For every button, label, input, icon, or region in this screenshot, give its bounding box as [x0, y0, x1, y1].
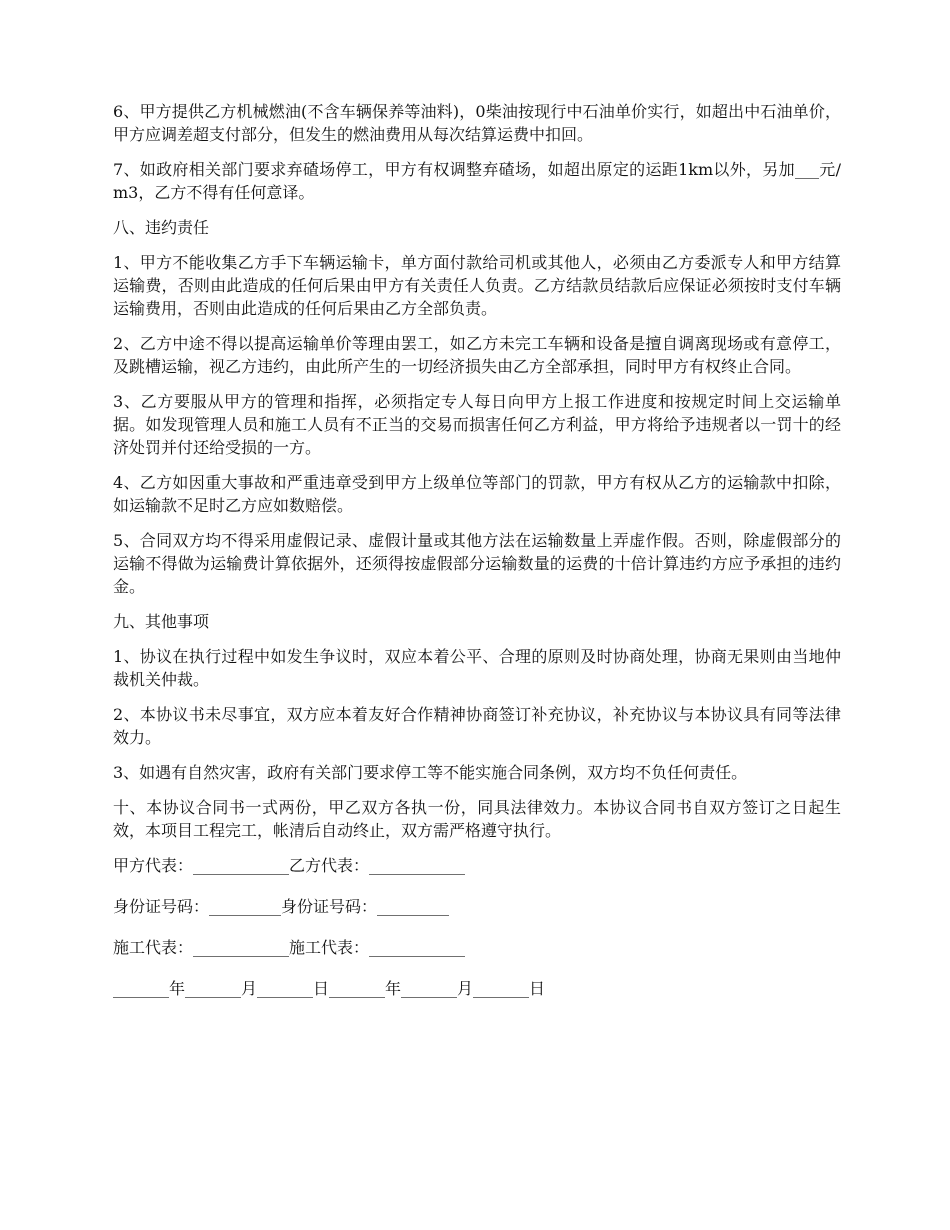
- clause-7-6: 6、甲方提供乙方机械燃油(不含车辆保养等油料)，0柴油按现行中石油单价实行，如超出中石油单价，甲方应调差超支付部分，但发生的燃油费用从每次结算运费中扣回。: [113, 102, 841, 144]
- section-8-item-4: 4、乙方如因重大事故和严重违章受到甲方上级单位等部门的罚款，甲方有权从乙方的运输款中扣除，如运输款不足时乙方应如数赔偿。: [113, 473, 841, 515]
- section-8-item-2: 2、乙方中途不得以提高运输单价等理由罢工，如乙方未完工车辆和设备是擅自调离现场或有意停工，及跳槽运输，视乙方违约，由此所产生的一切经济损失由乙方全部承担，同时甲方有权终止合同。: [113, 334, 841, 376]
- document-page: [113, 100, 841, 1018]
- section-9-item-2: 2、本协议书未尽事宜，双方应本着友好合作精神协商签订补充协议，补充协议与本协议具有同等法律效力。: [113, 705, 841, 747]
- section-8-item-1: 1、甲方不能收集乙方手下车辆运输卡，单方面付款给司机或其他人，必须由乙方委派专人和甲方结算运输费，否则由此造成的任何后果由甲方有关责任人负责。乙方结款员结款后应保证必须按时支付车辆运输费用，否则由此造成的任何后果由乙方全部负责。: [113, 253, 841, 318]
- signature-id-numbers: 身份证号码：_________身份证号码：_________: [113, 897, 450, 916]
- clause-7-7: 7、如政府相关部门要求弃碴场停工，甲方有权调整弃碴场，如超出原定的运距1km以外，另加___元/m3，乙方不得有任何意译。: [113, 160, 841, 202]
- section-9-title: 九、其他事项: [113, 612, 210, 631]
- section-8-item-5: 5、合同双方均不得采用虚假记录、虚假计量或其他方法在运输数量上弄虚作假。否则，除虚假部分的运输不得做为运输费计算依据外，还须得按虚假部分运输数量的运费的十倍计算违约方应予承担的违约金。: [113, 531, 841, 596]
- signature-representatives: 甲方代表：____________乙方代表：____________: [113, 856, 466, 875]
- signature-date: _______年_______月_______日_______年_______月_______日: [113, 979, 546, 998]
- section-9-item-3: 3、如遇有自然灾害，政府有关部门要求停工等不能实施合同条例，双方均不负任何责任。: [113, 763, 748, 782]
- section-8-title: 八、违约责任: [113, 218, 210, 237]
- section-8-item-3: 3、乙方要服从甲方的管理和指挥，必须指定专人每日向甲方上报工作进度和按规定时间上交运输单据。如发现管理人员和施工人员有不正当的交易而损害任何乙方利益，甲方将给予违规者以一罚十的经济处罚并付还给受损的一方。: [113, 392, 841, 457]
- section-9-item-1: 1、协议在执行过程中如发生争议时，双应本着公平、合理的原则及时协商处理，协商无果则由当地仲裁机关仲裁。: [113, 647, 841, 689]
- section-10: 十、本协议合同书一式两份，甲乙双方各执一份，同具法律效力。本协议合同书自双方签订之日起生效，本项目工程完工，帐清后自动终止，双方需严格遵守执行。: [113, 798, 841, 840]
- signature-construction: 施工代表：____________施工代表：____________: [113, 938, 466, 957]
